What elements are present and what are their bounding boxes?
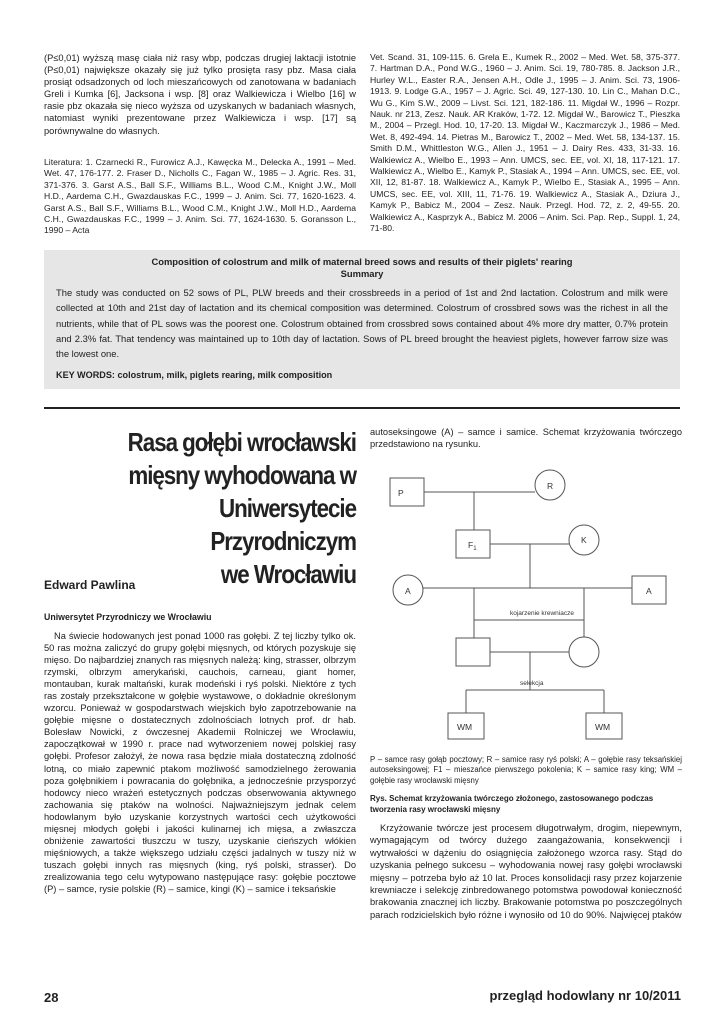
label-a-left: A (405, 586, 411, 596)
summary-keywords: KEY WORDS: colostrum, milk, piglets rearing, milk composition (56, 369, 333, 380)
body-left-text: Na świecie hodowanych jest ponad 1000 ras gołębi. Z tej liczby tylko ok. 50 ras można zaliczyć do grupy gołębi mięsnych, od których pozyskuje się mięso. Do najbardziej znanych ras mięsnych należą: king, strasser, olbrzym rzymski, olbrzym amerykański, cauchois, carneau, giant homer, montauban, kurak maltański, kurak modeński i ryś polski. Niektóre z tych ras zostały przekształcone w gołębie wystawowe, o dokładnie określonym wzorcu. Ponieważ w gospodarstwach wiejskich było zapotrzebowanie na gołębie mięsne o dostatecznych zdolnościach lotnych prof. dr hab. Bolesław Nowicki, z ówczesnej Akademii Rolniczej we Wrocławiu, zapoczątkował w 1990 r. prace nad wytworzeniem nowej polskiej rasy gołębi. Profesor założył, że nowa rasa będzie miała dostateczną zdolność lotną, co miało zapewnić ptakom możliwość samodzielnego żerowania poza gołębnikiem i powracania do gołębnika, a jednocześnie przysporzyć hodowcy nieco wrażeń estetycznych podczas obserwowania aktywnego zachowania się ptaków na wolności. Najważniejszym jednak celem hodowlanym było uzyskanie korzystnych wartości cech użytkowości mięsnej młodych gołębi i jakości kulinarnej ich mięsa, a zwłaszcza obniżenie zawartości tłuszczu w tuszy, uzyskanie cieńszych włókien mięśniowych, a także większego udziału części jadalnych w tuszy niż w tuszach gołębi innych ras mięsnych (king, ryś polski, strasser). Do zrealizowania tego celu wytypowano następujące rasy: gołębie pocztowe (P) – samce, rysie polskie (R) – samice, kingi (K) – samice i teksańskie (44, 631, 356, 894)
section-divider (44, 407, 680, 409)
node-p (390, 478, 424, 506)
crossbreeding-diagram (370, 460, 682, 750)
article-body-left (44, 630, 356, 895)
node-circle-mid (569, 637, 599, 667)
page-number: 28 (44, 990, 59, 1005)
label-wm-left: WM (457, 722, 473, 732)
author: Edward Pawlina (44, 578, 136, 592)
article-body-right (370, 822, 682, 921)
literature-left (44, 157, 356, 237)
literature-left-text: Literatura: 1. Czarnecki R., Furowicz A.J., Kawęcka M., Delecka A., 1991 – Med. Wet. 47, 176-177. 2. Fraser D., Nicholls C., Fagan W., 1985 – J. Agric. Res. 31, 371-376. 3. Garst A.S., Ball S.F., Williams B.L., Wood C.M., Knight J.W., Moll H.D., Aardema C.H., Gwazdauskas F.C., 1999 – J. Anim. Sci. 77, 1620-1623. 4. Garst A.S., Ball S.F., Williams B.L., Wood C.M., Knight J.W., Moll H.D., Aardema C.H., Gwazdauskas F.C., 1999 – J. Anim. Sci. 77, 1624-1630. 5. Goransson L., 1990 – Acta (44, 157, 356, 236)
label-inbreeding: kojarzenie krewniacze (510, 610, 574, 617)
body-right-top-text: autoseksingowe (A) – samce i samice. Schemat krzyżowania twórczego przedstawiono na rysunku. (370, 427, 682, 450)
literature-right (370, 52, 680, 235)
summary-heading: Summary (340, 268, 384, 280)
label-k: K (581, 535, 587, 545)
label-p: P (398, 488, 404, 498)
figure-title: Rys. Schemat krzyżowania twórczego złożonego, zastosowanego podczas tworzenia rasy wrocławski mięsny (370, 794, 654, 814)
label-f1 (468, 540, 477, 552)
label-f1-main: F (468, 540, 474, 550)
article-title-line-2: mięsny wyhodowana w (128, 460, 356, 490)
literature-right-text: Vet. Scand. 31, 109-115. 6. Grela E., Kumek R., 2002 – Med. Wet. 58, 375-377. 7. Hartman D.A., Pond W.G., 1960 – J. Anim. Sci. 19, 780-785. 8. Jackson J.R., Hurley W.L., Easter R.A., Jensen A.H., Odle J., 1995 – J. Anim. Sci. 73, 1906-1913. 9. Lodge G.A., 1957 – J. Agric. Sci. 49, 127-130. 10. Lin C., Mahan D.C., Wu G., Kim S.W., 2009 – Livst. Sci. 121, 182-186. 11. Migdał W., 1996 – Rozpr. Nauk. nr 213, Zesz. Nauk. AR Kraków, 1-72. 12. Migdał W., Barowicz T., Pieszka M., 2004 – Przegl. Hod. 10, 17-20. 13. Migdał W., Kaczmarczyk J., 1986 – Med. Wet. 8, 492-494. 14. Pietras M., Barowicz T., 2002 – Med. Wet. 58, 134-137. 15. Smith D.M., Whittleston W.G., Allen J., 1951 – J. Dairy Res. 433, 31-33. 16. Walkiewicz A., Wielbo E., 1993 – Ann. UMCS, sec. EE, vol. XI, 18, 117-121. 17. Walkiewicz A., Wielbo E., Kamyk P., Stasiak A., 1994 – Ann. UMCS, sec. EE, vol. XII, 12, 81-87. 18. Walkiewicz A., Kamyk P., Wielbo E., Stasiak A., 1995 – Ann. UMCS, sec. EE, vol. XIII, 11, 71-76. 19. Walkiewicz A., Stasiak A., Dziura J., Kamyk P., Babicz M., 2004 – Zesz. Nauk. Przegl. Hod. 72, z. 2, 49-55. 20. Walkiewicz A., Kasprzyk A., Babicz M. 2006 – Anim. Sci. Pap. Rep., Suppl. 1, 24, 71-80. (370, 52, 680, 234)
affiliation: Uniwersytet Przyrodniczy we Wrocławiu (44, 612, 212, 622)
article-title-line-1: Rasa gołębi wrocławski (127, 427, 356, 457)
node-square-mid (456, 638, 490, 666)
label-selection: selekcja (520, 680, 544, 687)
summary-title: Composition of colostrum and milk of maternal breed sows and results of their piglets' rearing (151, 256, 573, 267)
article-title-line-4: we Wrocławiu (220, 559, 356, 589)
summary-box (44, 250, 680, 389)
summary-text: The study was conducted on 52 sows of PL, PLW breeds and their crossbreeds in a period of 1st and 2nd lactation. Colostrum and milk were collected at 10th and 21st day of lactation and its chemical composition was determined. Colostrum of crossbred sows was the richest in all the nutrients, while that of PL sows was the poorest one. Colostrum obtained from crossbred sows contained about 4% more dry matter, 0.7% protein and 2.3% fat. That tendency was maintained up to 10th day of lactation. Sows of PL breed brought the heaviest piglets, however farrow size was the lowest one. (56, 286, 668, 360)
body-right-text: Krzyżowanie twórcze jest procesem długotrwałym, drogim, niepewnym, wymagającym od twórcy dużego zaangażowania, konsekwencji i wytrwałości w dążeniu do osiągnięcia założonego wzorca rasy. Stąd do uzyskania pełnego sukcesu – wyhodowania nowej rasy gołębi wrocławski mięsny – potrzeba było aż 10 lat. Proces konsolidacji rasy przez kojarzenie krewniacze i selekcję zinbredowanego potomstwa powodował konieczność brakowania znacznej ich liczby. Brakowanie potomstwa po poszczególnych parach rodzicielskich było różne i wynosiło od 10 do 90%. Najwięcej ptaków (370, 823, 682, 920)
label-a-right: A (646, 586, 652, 596)
label-r: R (547, 481, 554, 491)
label-f1-sub: 1 (473, 546, 477, 552)
article-title (88, 426, 356, 591)
label-wm-right: WM (595, 722, 611, 732)
magazine-name: przegląd hodowlany nr 10/2011 (489, 988, 681, 1003)
figure-caption: P – samce rasy gołąb pocztowy; R – samice rasy ryś polski; A – gołębie rasy teksańskiej autoseksingowej; F1 – mieszańce pierwszego pokolenia; K – samice rasy king; WM – gołębie rasy wrocławski mięsny (370, 755, 682, 785)
article-body-right-top (370, 426, 682, 450)
continued-text: (P≤0,01) wyższą masę ciała niż rasy wbp, podczas drugiej laktacji istotnie (P≤0,01) największe okazały się już tylko prosięta rasy pbz. Masa ciała prosiąt odsadzonych od loch mieszańcowych od zanotowana w badaniach Greli i Kumka [6], Jacksona i wsp. [8] oraz Walkiewicza i Wielbo [16] w rasie pbz okazała się nieco wyższa od uzyskanych w badaniach własnych, natomiast wyniki prezentowane przez Walkiewicza i wsp. [17] są porównywalne do własnych. (44, 53, 356, 136)
top-left-paragraph (44, 52, 356, 137)
article-title-line-3: Uniwersytecie Przyrodniczym (210, 493, 356, 556)
